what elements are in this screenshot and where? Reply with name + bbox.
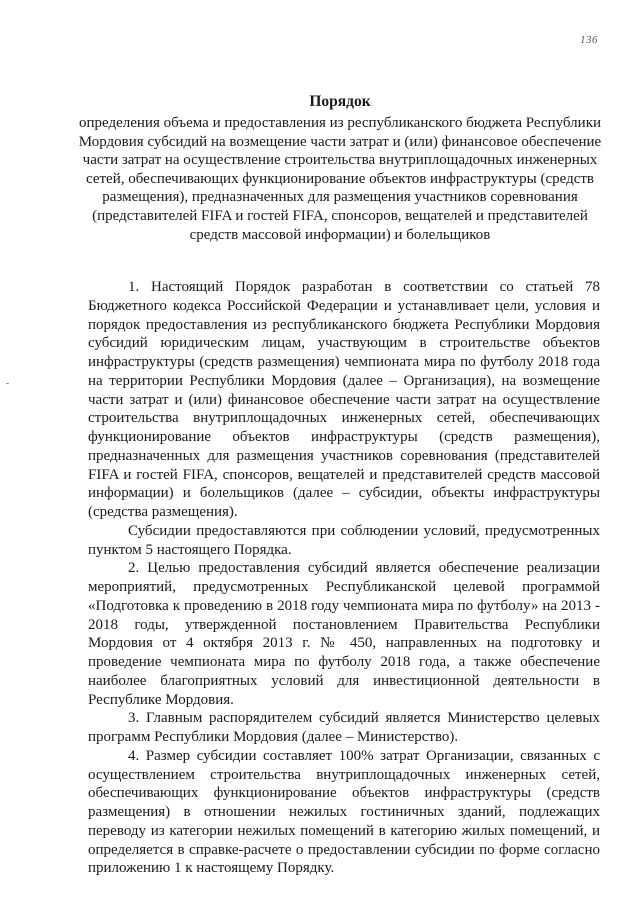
paragraph-4: 4. Размер субсидии составляет 100% затрат Организации, связанных с осуществлением строительства внутриплощадочных инженерных сетей, обеспечивающих функционирование объектов инфраструктуры (средств размещения) в отношении нежилых гостиничных зданий, подлежащих переводу из категории нежилых помещений в категорию жилых помещений, и определяется в справке-расчете о предоставлении субсидии по форме согласно приложению 1 к настоящему Порядку. (88, 747, 600, 877)
document-body (88, 278, 600, 878)
document-subtitle: определения объема и предоставления из республиканского бюджета Республики Мордовия субсидий на возмещение части затрат и (или) финансовое обеспечение части затрат на осуществление строительства внутриплощадочных инженерных сетей, обеспечивающих функционирование объектов инфраструктуры (средств размещения), предназначенных для размещения участников соревнования (представителей FIFA и гостей FIFA, спонсоров, вещателей и представителей средств массовой информации) и болельщиков (78, 115, 602, 243)
title-block (70, 92, 610, 244)
paragraph-1: 1. Настоящий Порядок разработан в соответствии со статьей 78 Бюджетного кодекса Российской Федерации и устанавливает цели, условия и порядок предоставления из республиканского бюджета Республики Мордовия субсидий юридическим лицам, участвующим в строительстве объектов инфраструктуры (средств размещения) чемпионата мира по футболу 2018 года на территории Республики Мордовия (далее – Организация), на возмещение части затрат и (или) финансовое обеспечение части затрат на осуществление строительства внутриплощадочных инженерных сетей, обеспечивающих функционирование объектов инфраструктуры (средств размещения), предназначенных для размещения участников соревнования (представителей FIFA и гостей FIFA, спонсоров, вещателей и представителей средств массовой информации) и болельщиков (далее – субсидии, объекты инфраструктуры (средства размещения). (88, 279, 600, 520)
document-title: Порядок (309, 93, 371, 110)
scan-edge-mark (6, 383, 9, 384)
paragraph-3: 3. Главным распорядителем субсидий является Министерство целевых программ Республики Мордовия (далее – Министерство). (88, 710, 600, 745)
page-number: 136 (580, 34, 598, 46)
paragraph-2: 2. Целью предоставления субсидий является обеспечение реализации мероприятий, предусмотренных Республиканской целевой программой «Подготовка к проведению в 2018 году чемпионата мира по футболу» на 2013 - 2018 годы, утвержденной постановлением Правительства Республики Мордовия от 4 октября 2013 г. № 450, направленных на подготовку и проведение чемпионата мира по футболу 2018 года, а также обеспечение наиболее благоприятных условий для инвестиционной деятельности в Республике Мордовия. (88, 560, 600, 708)
paragraph-1-conditions: Субсидии предоставляются при соблюдении условий, предусмотренных пунктом 5 настоящего Порядка. (88, 522, 600, 558)
